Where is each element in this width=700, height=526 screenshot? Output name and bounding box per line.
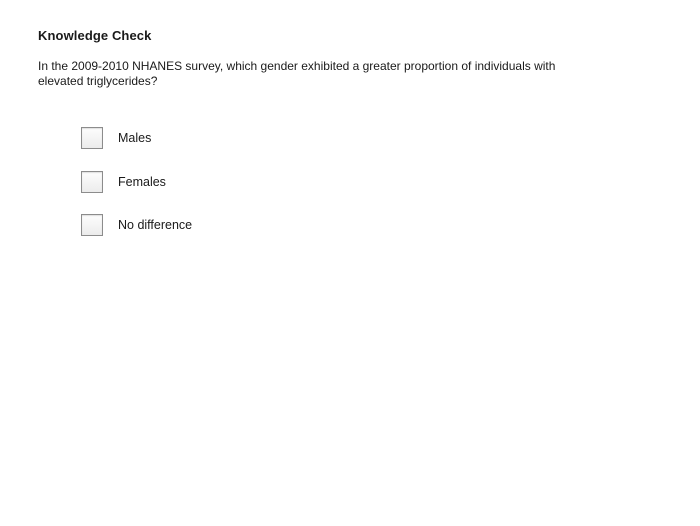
- option-males[interactable]: [81, 125, 381, 151]
- answer-options: [81, 125, 381, 256]
- option-label: Males: [118, 131, 152, 145]
- option-no-difference-checkbox[interactable]: [81, 214, 103, 236]
- option-females[interactable]: [81, 169, 381, 195]
- question-text: In the 2009-2010 NHANES survey, which gender exhibited a greater proportion of individuals with elevated triglycerides?: [38, 59, 556, 88]
- option-no-difference[interactable]: [81, 212, 381, 238]
- option-label: No difference: [118, 218, 193, 232]
- page-title: Knowledge Check: [38, 28, 152, 43]
- option-females-checkbox[interactable]: [81, 171, 103, 193]
- option-males-checkbox[interactable]: [81, 127, 103, 149]
- option-label: Females: [118, 174, 166, 189]
